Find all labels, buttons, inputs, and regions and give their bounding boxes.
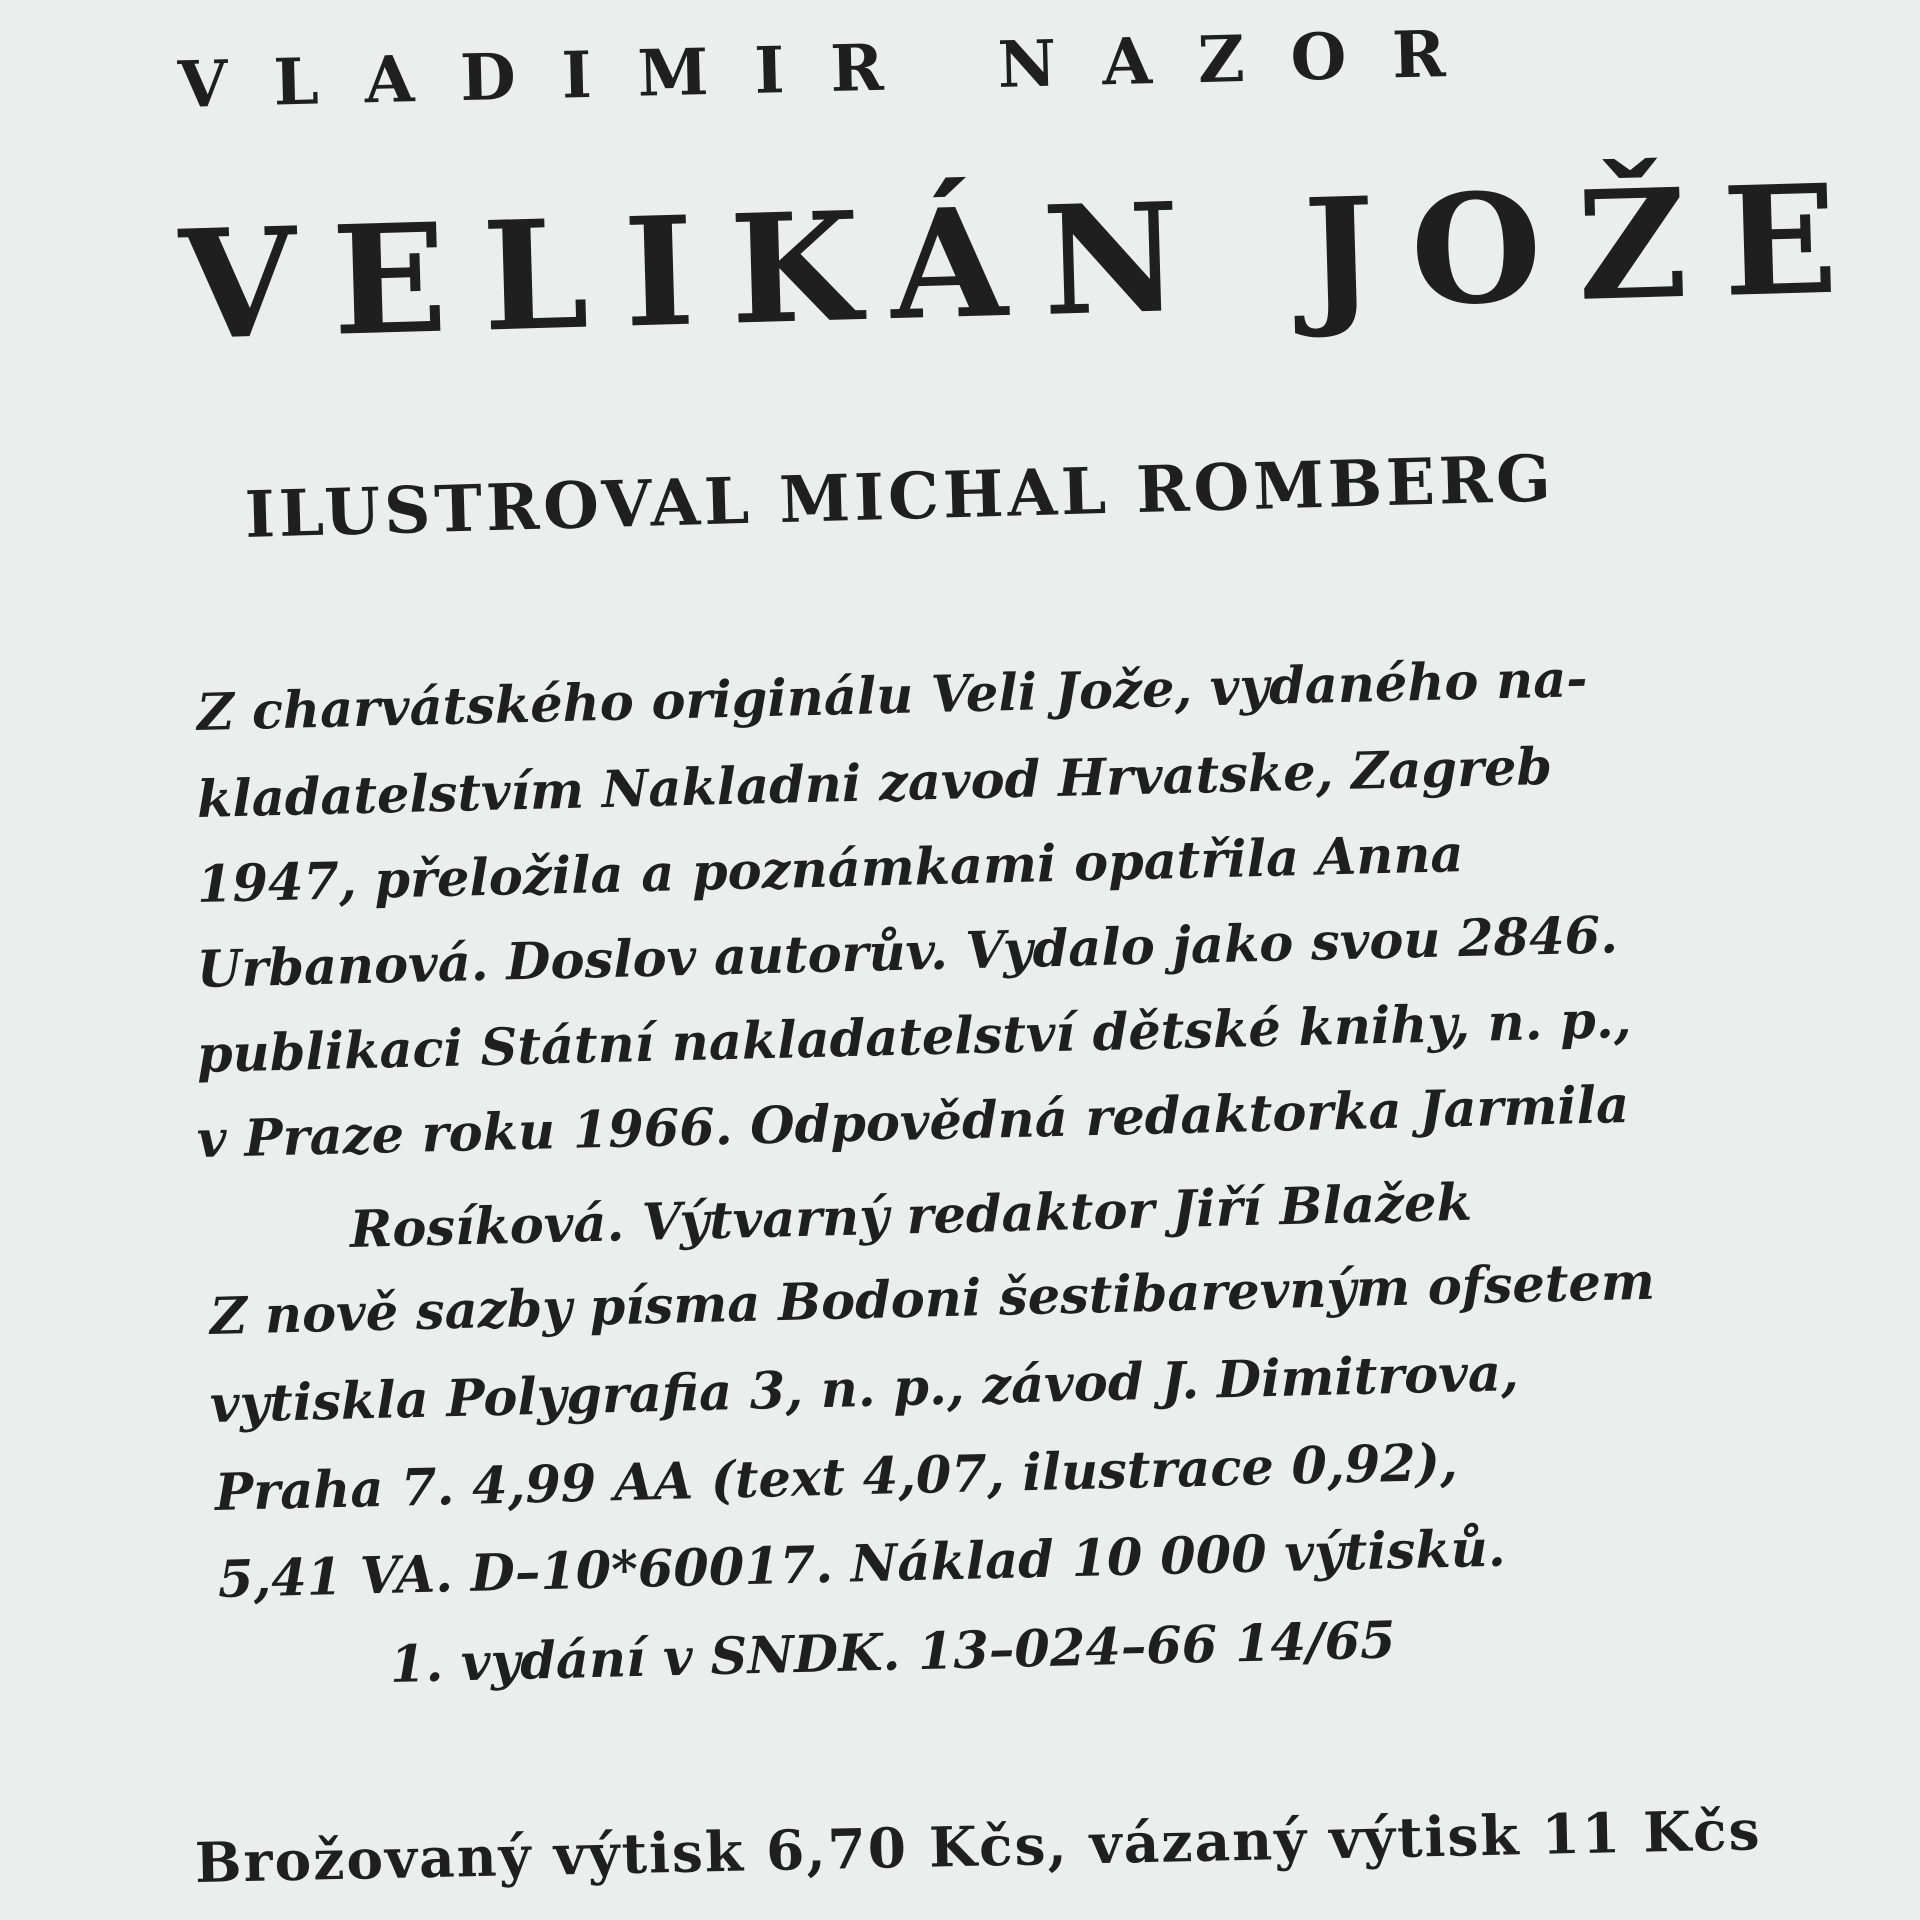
imprint-line: Urbanová. Doslov autorův. Vydalo jako svou 2846. bbox=[196, 905, 1619, 1000]
imprint-line: Praha 7. 4,99 AA (text 4,07, ilustrace 0,92), bbox=[214, 1432, 1459, 1523]
imprint-line: 1. vydání v SNDK. 13–024–66 14/65 bbox=[389, 1610, 1397, 1695]
imprint-line: vytiskla Polygrafia 3, n. p., závod J. Dimitrova, bbox=[209, 1343, 1520, 1435]
imprint-line: Z charvátského originálu Veli Jože, vydaného na- bbox=[196, 649, 1589, 743]
imprint-line: v Praze roku 1966. Odpovědná redaktorka Jarmila bbox=[196, 1075, 1630, 1170]
imprint-line: 5,41 VA. D–10*60017. Náklad 10 000 výtisků. bbox=[217, 1518, 1507, 1610]
imprint-line: kladatelstvím Nakladni zavod Hrvatske, Zagreb bbox=[196, 736, 1553, 830]
imprint-line: Rosíková. Výtvarný redaktor Jiří Blažek bbox=[349, 1172, 1473, 1260]
imprint-line: 1947, přeložila a poznámkami opatřila Anna bbox=[196, 824, 1465, 915]
imprint-line: Z nově sazby písma Bodoni šestibarevným ofsetem bbox=[209, 1251, 1656, 1347]
book-title: VELIKÁN JOŽE bbox=[177, 150, 1876, 374]
illustrator-credit: ILUSTROVAL MICHAL ROMBERG bbox=[243, 441, 1556, 553]
price-line: Brožovaný výtisk 6,70 Kčs, vázaný výtisk 11 Kčs bbox=[194, 1797, 1763, 1895]
author-name: VLADIMIR NAZOR bbox=[177, 15, 1493, 123]
imprint-line: publikaci Státní nakladatelství dětské knihy, n. p., bbox=[196, 989, 1633, 1085]
